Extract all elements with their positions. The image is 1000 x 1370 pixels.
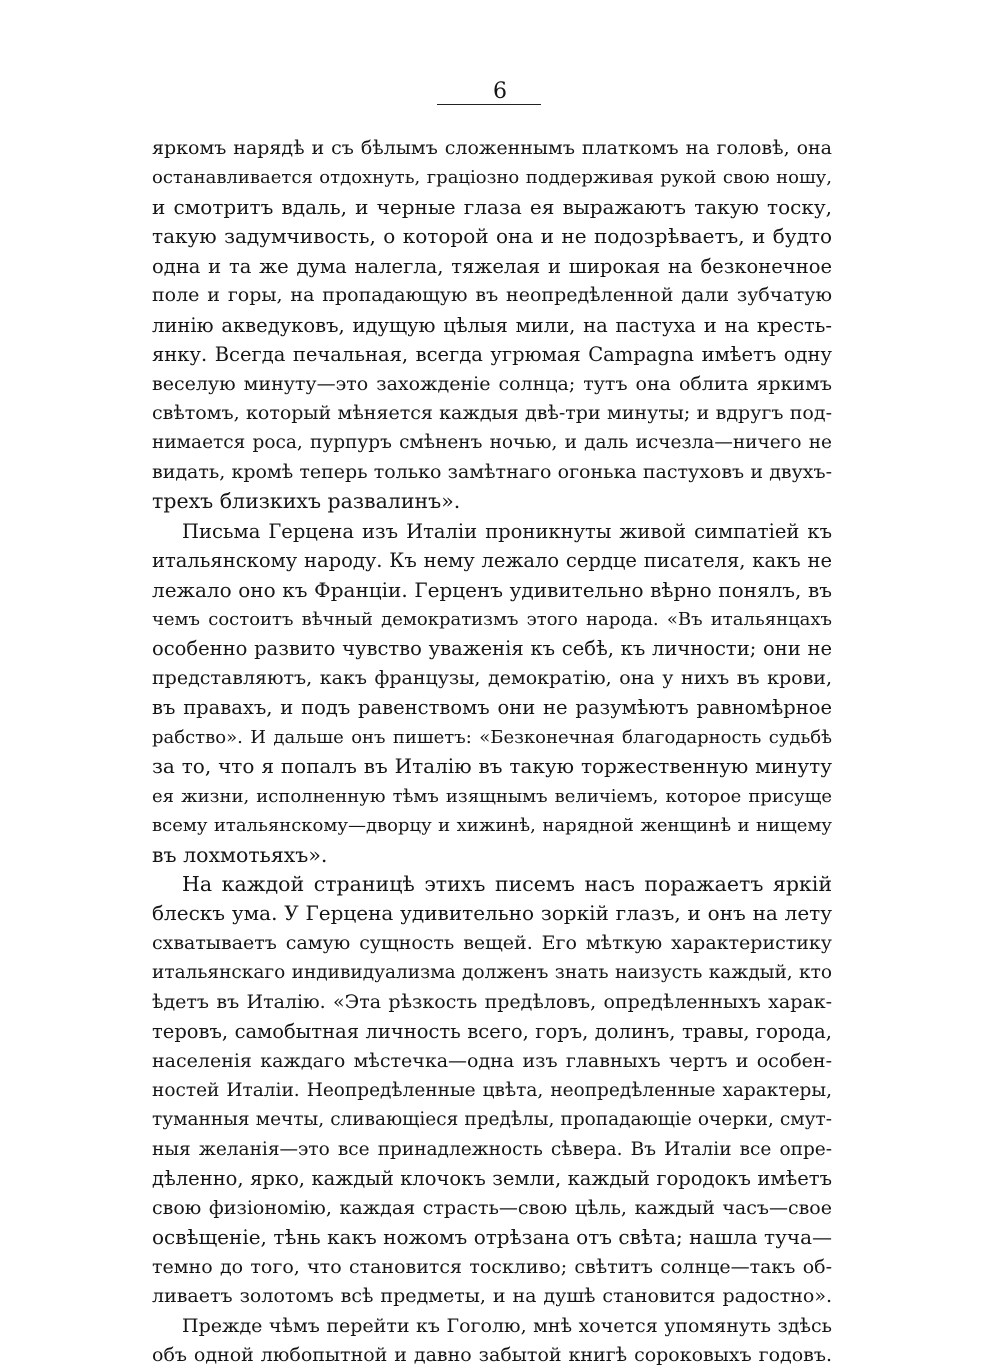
text-line: поле и горы, на пропадающую въ неопредѣленной дали зубчатую [152,284,832,307]
text-line: свою физіономію, каждая страсть—свою цѣль, каждый часъ—свое [152,1196,832,1219]
text-line: дѣленно, ярко, каждый клочокъ земли, каждый городокъ имѣетъ [152,1167,832,1191]
text-line: особенно развито чувство уваженія къ себѣ, къ личности; они не [152,637,832,661]
text-line: населенія каждаго мѣстечка—одна изъ главныхъ чертъ и особен- [152,1049,832,1072]
text-line: янку. Всегда печальная, всегда угрюмая Campagna имѣетъ одну [152,343,832,367]
text-line: видать, кромѣ теперь только замѣтнаго огонька пастуховъ и двухъ- [152,460,832,483]
text-line: освѣщеніе, тѣнь какъ ножомъ отрѣзана отъ свѣта; нашла туча— [152,1225,832,1250]
text-line: въ лохмотьяхъ». [152,842,328,867]
text-line: ея жизни, исполненную тѣмъ изящнымъ величіемъ, которое присуще [152,785,832,807]
text-line: одна и та же дума налегла, тяжелая и широкая на безконечное [152,254,832,278]
text-line: чемъ состоитъ вѣчный демократизмъ этого народа. «Въ итальянцахъ [152,609,832,630]
text-line: яркомъ нарядѣ и съ бѣлымъ сложеннымъ платкомъ на головѣ, она [152,137,832,159]
body-text [152,134,832,1370]
text-line: нимается роса, пурпуръ смѣненъ ночью, и даль исчезла—ничего не [152,432,832,454]
text-line: свѣтомъ, который мѣняется каждыя двѣ-три минуты; и вдругъ под- [152,401,832,424]
text-line: линію акведуковъ, идущую цѣлыя мили, на пастуха и на кресть- [152,313,832,337]
text-line: ливаетъ золотомъ всѣ предметы, и на душѣ становится радостно». [152,1285,832,1308]
text-line: останавливается отдохнуть, граціозно поддерживая рукой свою ношу, [152,167,832,189]
text-line: такую задумчивость, о которой она и не подозрѣваетъ, и будто [152,224,832,249]
text-line: веселую минуту—это захожденіе солнца; тутъ она облита яркимъ [152,372,832,395]
text-line: всему итальянскому—дворцу и хижинѣ, нарядной женщинѣ и нищему [152,815,832,837]
text-line: На каждой страницѣ этихъ писемъ насъ поражаетъ яркій [182,871,832,896]
text-line: ѣдетъ въ Италію. «Эта рѣзкость предѣловъ, опредѣленныхъ харак- [152,990,832,1013]
text-line: итальянскаго индивидуализма долженъ знать наизусть каждый, кто [152,962,832,984]
text-line: ностей Италіи. Неопредѣленные цвѣта, неопредѣленные характеры, [152,1080,832,1101]
text-line: объ одной любопытной и давно забытой книгѣ сороковыхъ годовъ. [152,1343,832,1366]
text-line: итальянскому народу. Къ нему лежало сердце писателя, какъ не [152,549,832,573]
text-line: теровъ, самобытная личность всего, горъ, долинъ, травы, города, [152,1020,832,1044]
text-line: Письма Герцена изъ Италіи проникнуты живой симпатіей къ [182,519,832,543]
text-line: трехъ близкихъ развалинъ». [152,489,461,514]
text-line: за то, что я попалъ въ Италію въ такую торжественную минуту [152,754,832,779]
text-line: въ правахъ, и подъ равенствомъ они не разумѣютъ равномѣрное [152,696,832,720]
text-line: туманныя мечты, сливающіеся предѣлы, пропадающіе очерки, смут- [152,1109,832,1131]
text-line: рабство». И дальше онъ пишетъ: «Безконечная благодарность судьбѣ [152,726,832,748]
text-line: Прежде чѣмъ перейти къ Гоголю, мнѣ хочется упомянуть здѣсь [182,1314,832,1337]
page-number: 6 [493,79,507,104]
header-rule [437,104,541,105]
text-line: схватываетъ самую сущность вещей. Его мѣткую характеристику [152,931,832,954]
text-line: лежало оно къ Франціи. Герценъ удивительно вѣрно понялъ, въ [152,577,832,602]
text-line: и смотритъ вдаль, и черные глаза ея выражаютъ такую тоску, [152,194,832,219]
text-line: темно до того, что становится тоскливо; свѣтитъ солнце—такъ об- [152,1255,832,1278]
text-line: представляютъ, какъ французы, демократію, она у нихъ въ крови, [152,666,832,689]
text-line: ныя желанія—это все принадлежность сѣвера. Въ Италіи все опре- [152,1138,832,1160]
text-line: блескъ ума. У Герцена удивительно зоркій глазъ, и онъ на лету [152,901,832,926]
